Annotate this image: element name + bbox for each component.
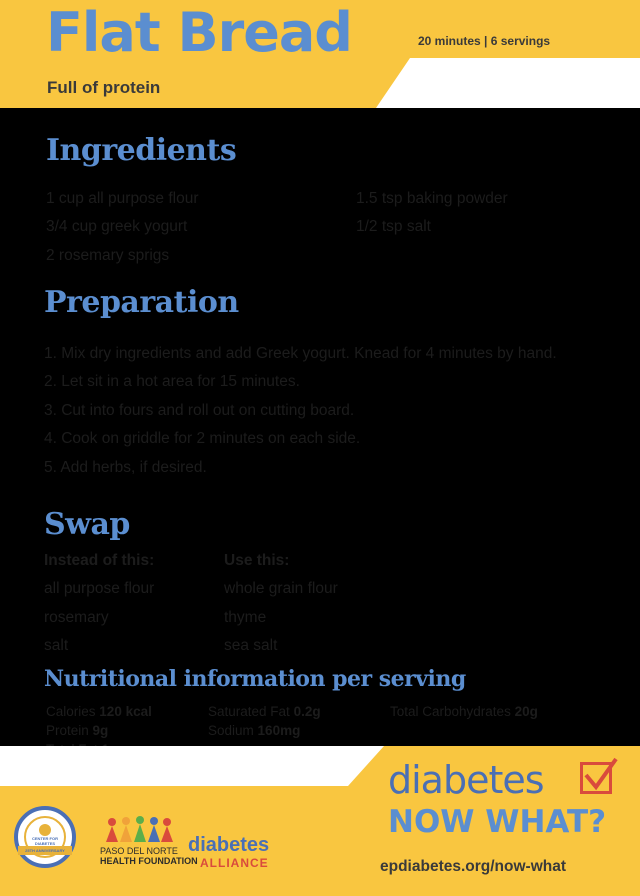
ingredients-heading: Ingredients bbox=[46, 133, 237, 168]
brand-diabetes: diabetes bbox=[388, 758, 544, 802]
preparation-heading: Preparation bbox=[44, 285, 239, 320]
swap-heading: Swap bbox=[44, 507, 130, 542]
recipe-subtitle: Full of protein bbox=[47, 78, 161, 97]
center-for-diabetes-logo: CENTER FOR DIABETES 25TH ANNIVERSARY bbox=[14, 806, 76, 868]
nutrition-heading: Nutritional information per serving bbox=[44, 666, 466, 692]
brand-now-what: NOW WHAT? bbox=[388, 804, 607, 840]
swap-to: whole grain flour bbox=[224, 580, 338, 597]
swap-to: sea salt bbox=[224, 637, 278, 654]
swap-col2-header: Use this: bbox=[224, 552, 290, 569]
preparation-step: 2. Let sit in a hot area for 15 minutes. bbox=[44, 373, 300, 391]
nutrition-saturated-fat: Saturated Fat 0.2g bbox=[208, 704, 321, 719]
diabetes-alliance-logo: diabetes ALLIANCE bbox=[188, 834, 270, 870]
swap-from: all purpose flour bbox=[44, 580, 155, 597]
paso-del-norte-logo: PASO DEL NORTE HEALTH FOUNDATION bbox=[100, 816, 180, 866]
recipe-meta: 20 minutes | 6 servings bbox=[418, 34, 551, 48]
people-icon bbox=[104, 816, 174, 842]
swap-to: thyme bbox=[224, 609, 267, 626]
preparation-step: 3. Cut into fours and roll out on cutting board. bbox=[44, 401, 355, 419]
ingredient-item: 2 rosemary sprigs bbox=[46, 247, 170, 264]
brand-url: epdiabetes.org/now-what bbox=[380, 858, 567, 875]
nutrition-protein: Protein 9g bbox=[46, 723, 109, 738]
preparation-step: 4. Cook on griddle for 2 minutes on each side. bbox=[44, 430, 361, 448]
preparation-steps bbox=[44, 340, 614, 482]
checkbox-icon bbox=[580, 762, 612, 794]
ingredient-item: 1.5 tsp baking powder bbox=[356, 190, 508, 207]
swap-col1-header: Instead of this: bbox=[44, 552, 155, 569]
ingredient-item: 1/2 tsp salt bbox=[356, 218, 431, 235]
swap-from: salt bbox=[44, 637, 69, 654]
preparation-step: 1. Mix dry ingredients and add Greek yogurt. Knead for 4 minutes by hand. bbox=[44, 345, 557, 362]
ingredient-item: 1 cup all purpose flour bbox=[46, 190, 199, 207]
ingredient-item: 3/4 cup greek yogurt bbox=[46, 218, 188, 235]
nutrition-carbohydrates: Total Carbohydrates 20g bbox=[390, 704, 538, 719]
swap-from: rosemary bbox=[44, 609, 109, 626]
preparation-step: 5. Add herbs, if desired. bbox=[44, 458, 207, 476]
nutrition-calories: Calories 120 kcal bbox=[46, 704, 152, 719]
checkmark-icon bbox=[580, 755, 620, 795]
recipe-title: Flat Bread bbox=[46, 1, 352, 64]
nutrition-sodium: Sodium 160mg bbox=[208, 723, 301, 738]
